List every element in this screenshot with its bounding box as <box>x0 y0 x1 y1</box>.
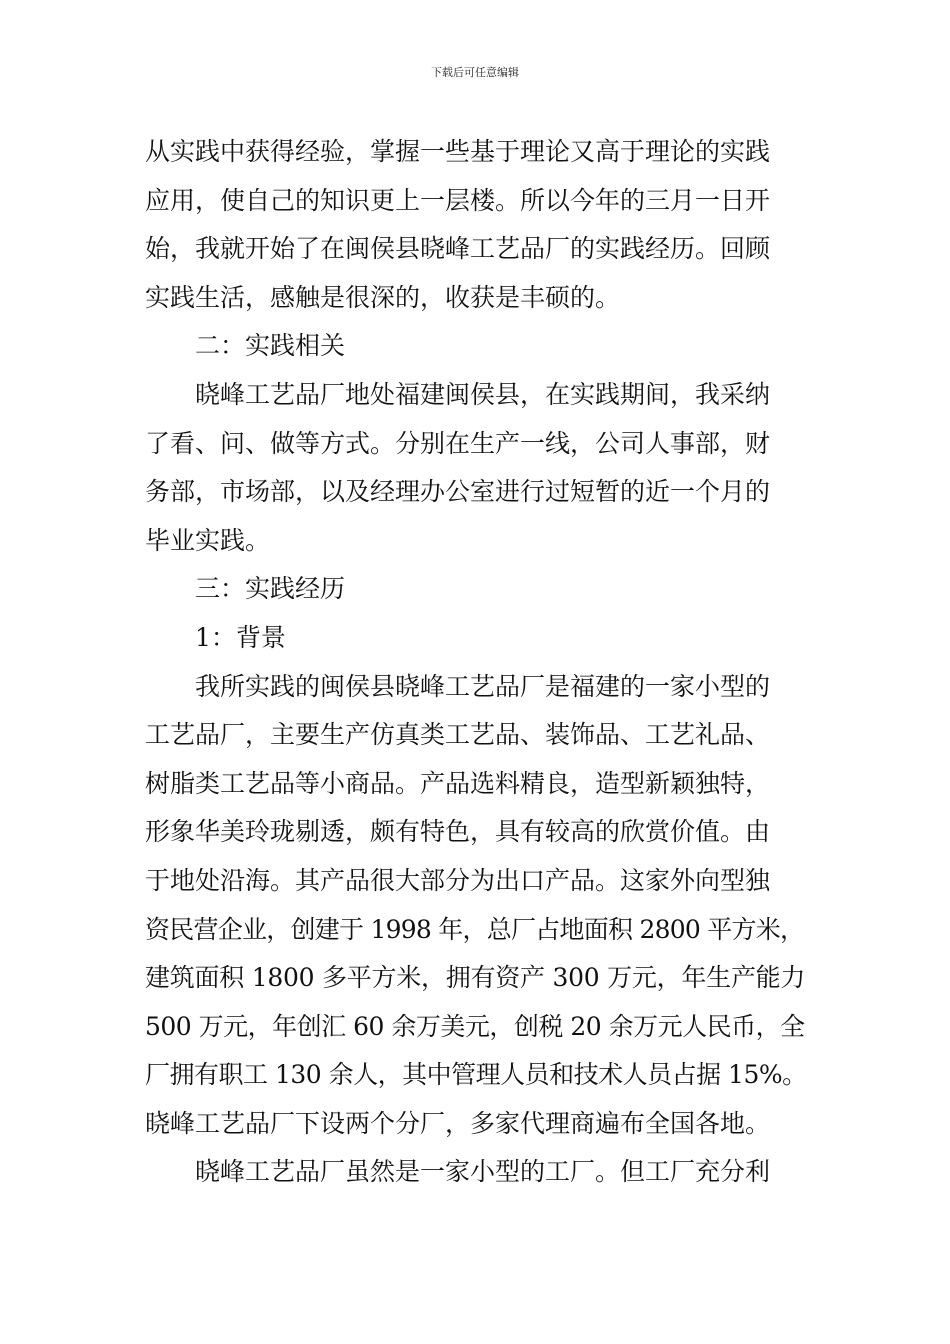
text-line: 形象华美玲珑剔透，颇有特色，具有较高的欣赏价值。由 <box>145 817 771 847</box>
text-line: 工艺品厂，主要生产仿真类工艺品、装饰品、工艺礼品、 <box>145 720 771 750</box>
text-line: 晓峰工艺品厂虽然是一家小型的工厂。但工厂充分利 <box>195 1157 771 1187</box>
text-line: 了看、问、做等方式。分别在生产一线，公司人事部，财 <box>145 428 771 458</box>
text-line: 三：实践经历 <box>195 574 346 604</box>
text-line: 始，我就开始了在闽侯县晓峰工艺品厂的实践经历。回顾 <box>145 234 771 264</box>
text-line: 树脂类工艺品等小商品。产品选料精良，造型新颖独特， <box>145 768 771 798</box>
text-line: 应用，使自己的知识更上一层楼。所以今年的三月一日开 <box>145 185 771 215</box>
text-line: 实践生活，感触是很深的，收获是丰硕的。 <box>145 282 621 312</box>
text-line: 务部，市场部，以及经理办公室进行过短暂的近一个月的 <box>145 477 771 507</box>
text-line: 毕业实践。 <box>145 525 271 555</box>
text-line: 我所实践的闽侯县晓峰工艺品厂是福建的一家小型的 <box>195 671 771 701</box>
text-line: 厂拥有职工 130 余人，其中管理人员和技术人员占据 15%。 <box>145 1060 807 1090</box>
text-line: 资民营企业，创建于 1998 年，总厂占地面积 2800 平方米， <box>145 914 805 944</box>
text-line: 晓峰工艺品厂地处福建闽侯县，在实践期间，我采纳 <box>195 379 771 409</box>
text-line: 二：实践相关 <box>195 331 346 361</box>
text-line: 于地处沿海。其产品很大部分为出口产品。这家外向型独 <box>145 865 771 895</box>
document-body <box>145 128 810 1197</box>
text-line: 建筑面积 1800 多平方米，拥有资产 300 万元，年生产能力 <box>145 963 806 993</box>
text-line: 500 万元，年创汇 60 余万美元，创税 20 余万元人民币，全 <box>145 1011 805 1041</box>
text-line: 从实践中获得经验，掌握一些基于理论又高于理论的实践 <box>145 137 771 166</box>
page-header: 下载后可任意编辑 <box>431 66 519 79</box>
text-line: 1：背景 <box>195 622 286 652</box>
text-line: 晓峰工艺品厂下设两个分厂，多家代理商遍布全国各地。 <box>145 1108 771 1138</box>
